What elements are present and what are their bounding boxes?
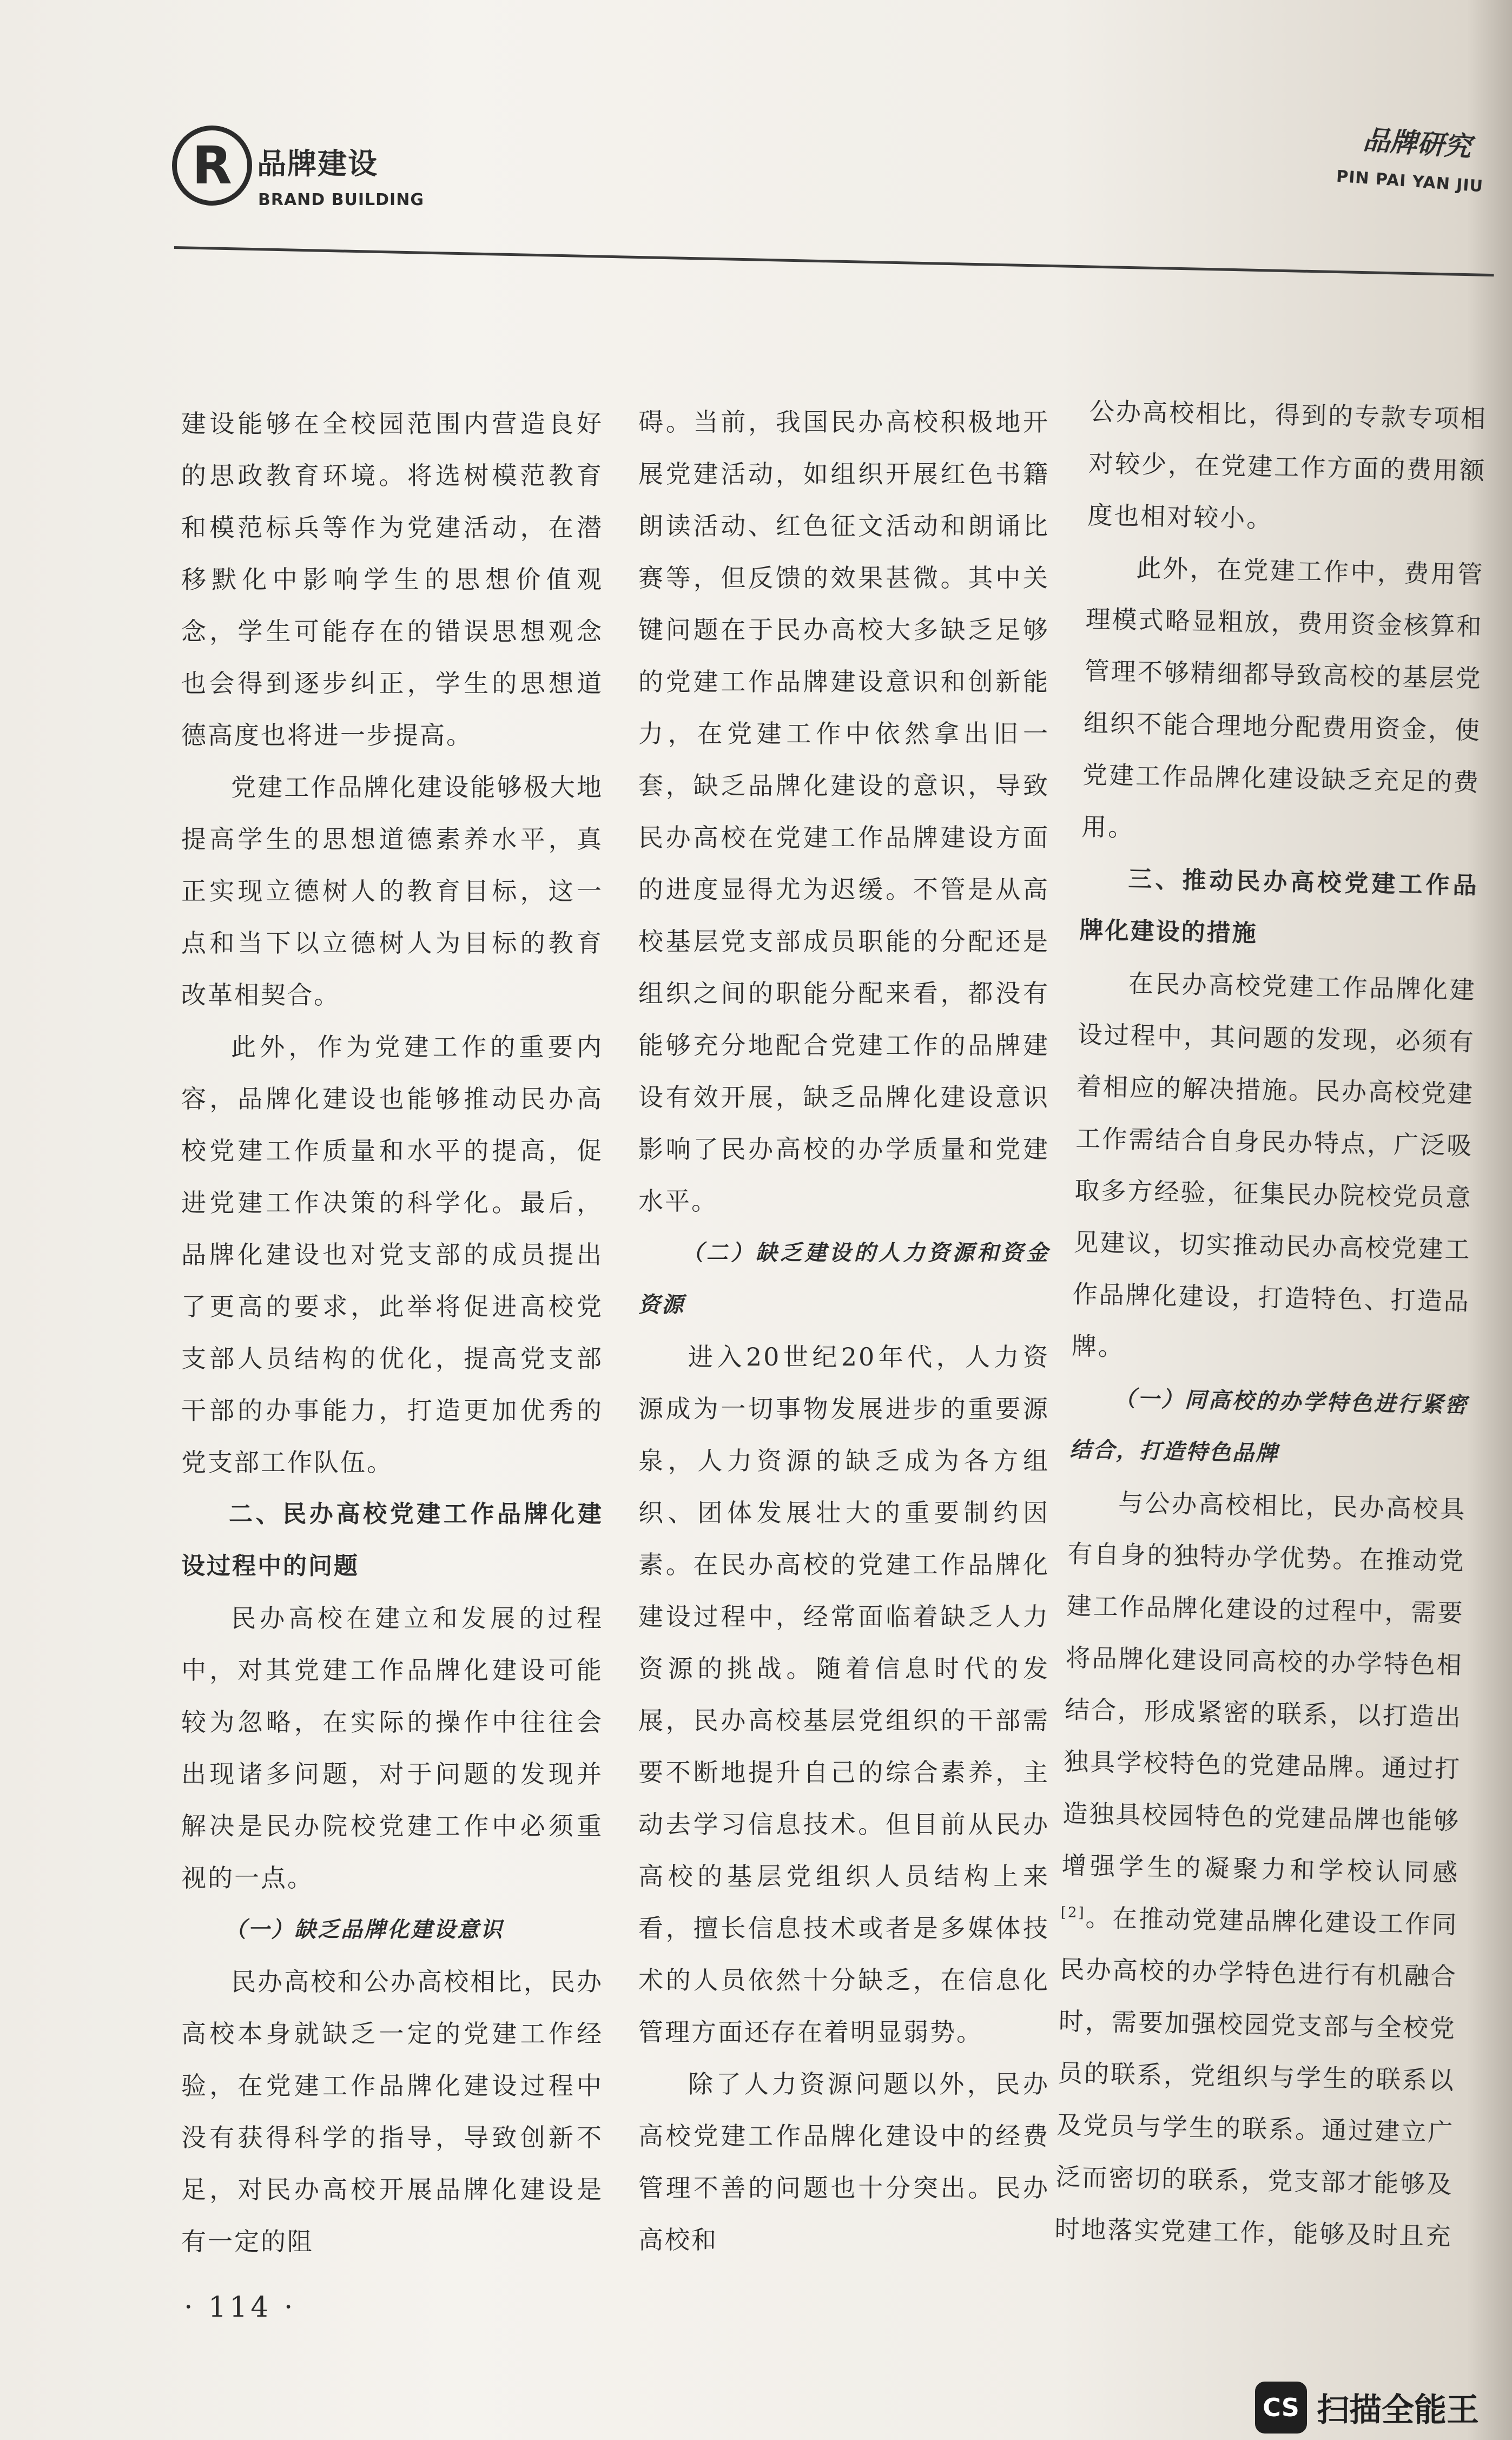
body-paragraph: 碍。当前，我国民办高校积极地开展党建活动，如组织开展红色书籍朗读活动、红色征文活动和朗诵比赛等，但反馈的效果甚微。其中关键问题在于民办高校大多缺乏足够的党建工作品牌建设意识和创新能力，在党建工作中依然拿出旧一套，缺乏品牌化建设的意识，导致民办高校在党建工作品牌建设方面的进度显得尤为迟缓。不管是从高校基层党支部成员职能的分配还是组织之间的职能分配来看，都没有能够充分地配合党建工作的品牌建设有效开展，缺乏品牌化建设意识影响了民办高校的办学质量和党建水平。 [638,407,1049,1216]
subsection-heading: （二）缺乏建设的人力资源和资金资源 [638,1240,1049,1317]
page-number: · 114 · [184,2291,296,2324]
section-heading: 二、民办高校党建工作品牌化建设过程中的问题 [181,1500,603,1580]
scanner-app-name: 扫描全能王 [1317,2391,1479,2429]
citation-ref: [2] [1060,1904,1086,1922]
journal-title-cn: 品牌研究 [1362,123,1473,163]
body-paragraph: 民办高校在建立和发展的过程中，对其党建工作品牌化建设可能较为忽略，在实际的操作中往往会出现诸多问题，对于问题的发现并解决是民办院校党建工作中必须重视的一点。 [181,1604,603,1892]
scanner-watermark [1255,2380,1479,2435]
camscanner-logo-icon: CS [1255,2382,1307,2434]
paragraph-text: 。在推动党建品牌化建设工作同民办高校的办学特色进行有机融合时，需要加强校园党支部与全校党员的联系，党组织与学生的联系以及党员与学生的联系。通过建立广泛而密切的联系，党支部才能够及时地落实党建工作，能够及时且充 [1054,1903,1459,2251]
body-paragraph: 此外，在党建工作中，费用管理模式略显粗放，费用资金核算和管理不够精细都导致高校的基层党组织不能合理地分配费用资金，使党建工作品牌化建设缺乏充足的费用。 [1081,553,1484,842]
journal-title-en: PIN PAI YAN JIU [1336,167,1484,196]
header-divider [174,246,1494,276]
text-column-2 [638,396,1049,2266]
body-paragraph: 此外，作为党建工作的重要内容，品牌化建设也能够推动民办高校党建工作质量和水平的提高，促进党建工作决策的科学化。最后，品牌化建设也对党支部的成员提出了更高的要求，此举将促进高校党支部人员结构的优化，提高党支部干部的办事能力，打造更加优秀的党支部工作队伍。 [181,1032,603,1477]
paragraph-text: 与公办高校相比，民办高校具有自身的独特办学优势。在推动党建工作品牌化建设的过程中，需要将品牌化建设同高校的办学特色相结合，形成紧密的联系，以打造出独具学校特色的党建品牌。通过打造独具校园特色的党建品牌也能够增强学生的凝聚力和学校认同感 [1061,1488,1467,1888]
section-title-cn: 品牌建设 [257,147,378,181]
body-paragraph: 建设能够在全校园范围内营造良好的思政教育环境。将选树模范教育和模范标兵等作为党建活动，在潜移默化中影响学生的思想价值观念，学生可能存在的错误思想观念也会得到逐步纠正，学生的思想道德高度也将进一步提高。 [181,409,603,750]
section-heading: 三、推动民办高校党建工作品牌化建设的措施 [1079,865,1478,948]
subsection-heading: （一）同高校的办学特色进行紧密结合，打造特色品牌 [1069,1386,1469,1467]
section-title-en: BRAND BUILDING [258,190,424,209]
body-paragraph: 进入20世纪20年代，人力资源成为一切事物发展进步的重要源泉，人力资源的缺乏成为各方组织、团体发展壮大的重要制约因素。在民办高校的党建工作品牌化建设过程中，经常面临着缺乏人力资源的挑战。随着信息时代的发展，民办高校基层党组织的干部需要不断地提升自己的综合素养，主动去学习信息技术。但目前从民办高校的基层党组织人员结构上来看，擅长信息技术或者是多媒体技术的人员依然十分缺乏，在信息化管理方面还存在着明显弱势。 [638,1342,1049,2047]
body-paragraph: 在民办高校党建工作品牌化建设过程中，其问题的发现，必须有着相应的解决措施。民办高校党建工作需结合自身民办特点，广泛吸取多方经验，征集民办院校党员意见建议，切实推动民办高校党建工作品牌化建设，打造特色、打造品牌。 [1071,968,1477,1362]
registered-mark-icon: R [172,126,252,206]
text-column-3 [1054,385,1488,2262]
text-column-1 [181,398,603,2267]
body-paragraph: 除了人力资源问题以外，民办高校党建工作品牌化建设中的经费管理不善的问题也十分突出。民办高校和 [638,2069,1049,2254]
body-paragraph [1054,1476,1467,2263]
body-paragraph: 党建工作品牌化建设能够极大地提高学生的思想道德素养水平，真正实现立德树人的教育目标，这一点和当下以立德树人为目标的教育改革相契合。 [181,773,603,1010]
body-paragraph: 民办高校和公办高校相比，民办高校本身就缺乏一定的党建工作经验，在党建工作品牌化建设过程中没有获得科学的指导，导致创新不足，对民办高校开展品牌化建设是有一定的阻 [181,1967,603,2256]
subsection-heading: （一）缺乏品牌化建设意识 [225,1917,504,1942]
body-paragraph: 公办高校相比，得到的专款专项相对较少，在党建工作方面的费用额度也相对较小。 [1087,396,1488,533]
